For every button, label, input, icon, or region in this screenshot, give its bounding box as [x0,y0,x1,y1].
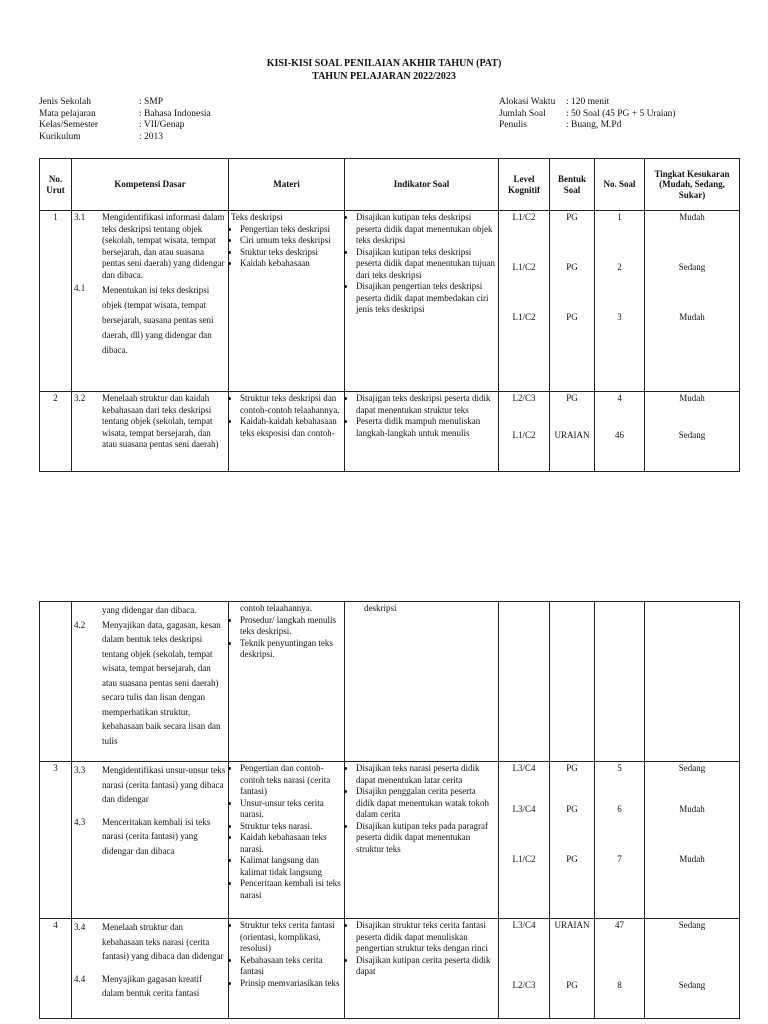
bentuk-value: PG [566,763,578,773]
indikator-continuation: deskripsi [364,603,397,613]
materi-item: • Struktur teks narasi. [240,821,342,833]
level-value: L2/C3 [512,393,536,403]
indikator-cell [345,392,499,472]
materi-item: • Stuktur teks deskripsi [240,247,342,259]
indikator-cell [345,919,499,1019]
nosoal-value: 2 [617,262,622,272]
materi-continuation: contoh telaahannya. [240,603,312,613]
table-row [40,919,740,1019]
tingkat-cell [645,762,740,919]
nosoal-cell [595,602,645,762]
bentuk-value: PG [566,854,578,864]
nosoal-cell [595,762,645,919]
nosoal-value: 6 [617,804,622,814]
meta-value: : 2013 [139,131,164,142]
tingkat-cell [645,392,740,472]
meta-left [39,97,211,143]
indikator-cell [345,602,499,762]
level-value: L3/C4 [512,920,536,930]
kd-text: Menelaah struktur dan kaidah kebahasaan dari teks deskripsi tentang objek (sekolah, tempat wisata, tempat bersejarah, dan atau suasana pentas seni daerah) [102,393,219,449]
document-subtitle: TAHUN PELAJARAN 2022/2023 [312,71,456,82]
materi-item: • Prinsip memvariasikan teks [240,978,342,990]
indikator-item: • Disajikn penggalan cerita peserta didik dapat menentukan watak tokoh dalam cerita [356,786,496,821]
meta-value: : 50 Soal (45 PG + 5 Uraian) [566,108,676,119]
level-value: L1/C2 [512,262,536,272]
kd-number: 4.2 [74,619,86,630]
kd-number: 4.4 [74,973,86,984]
kd-text: Mengidentifikasi informasi dalam teks deskripsi tentang objek (sekolah, tempat wisata, tempat bersejarah, dan atau suasana pentas seni daerah) yang didengar dan dibaca. [102,212,225,280]
bentuk-cell [550,602,595,762]
bentuk-value: PG [566,393,578,403]
tingkat-value: Mudah [679,212,705,222]
kd-number: 3.3 [74,765,86,775]
kd-number: 4.1 [74,283,86,293]
level-value: L1/C2 [512,854,536,864]
kd-cell [72,602,229,762]
indikator-item: • Disajikan pengertian teks deskripsi peserta didik dapat membedakan ciri jenis teks deskripsi [356,281,496,316]
document-title: KISI-KISI SOAL PENILAIAN AKHIR TAHUN (PAT) [266,58,502,69]
tingkat-value: Mudah [679,804,705,814]
nosoal-value: 47 [615,920,624,930]
indikator-item: • Disajikan struktur teks cerita fantasi peserta didik dapat menuliskan pengertian struktur teks dengan rinci [356,920,496,955]
table-row [40,392,740,472]
header-no-soal: No. Soal [595,159,645,211]
header-tingkat-kesukaran: Tingkat Kesukaran (Mudah, Sedang, Sukar) [645,159,740,211]
bentuk-value: PG [566,804,578,814]
kd-cell [72,919,229,1019]
level-cell [499,392,550,472]
materi-item: • Kaidah-kaidah kebahasaan teks eksposisi dan contoh- [240,416,342,439]
nosoal-value: 1 [617,212,622,222]
level-value: L3/C4 [512,804,536,814]
materi-item: • Struktur teks cerita fantasi (orientasi, komplikasi, resolusi) [240,920,342,955]
indikator-cell [345,211,499,392]
kd-number: 3.1 [74,212,86,222]
tingkat-value: Sedang [678,262,706,272]
level-value: L1/C2 [512,212,536,222]
materi-cell [229,602,345,762]
meta-label: Mata pelajaran [39,108,96,119]
materi-cell [229,762,345,919]
meta-label: Alokasi Waktu [499,97,556,107]
kd-text: Menceritakan kembali isi teks narasi (cerita fantasi) yang didengar dan dibaca [102,816,211,856]
kd-number: 3.2 [74,393,86,403]
header-level-kognitif: Level Kognitif [499,159,550,211]
row-number: 4 [40,919,72,1019]
meta-label: Kurikulum [39,131,81,142]
materi-heading: Teks deskripsi [231,212,283,222]
bentuk-cell [550,211,595,392]
materi-item: • Teknik penyuntingan teks deskripsi. [240,638,342,661]
tingkat-value: Mudah [679,393,705,403]
materi-item: • Pengertian teks deskripsi [240,224,342,236]
row-number: 3 [40,762,72,919]
tingkat-value: Mudah [679,312,705,322]
tingkat-value: Sedang [678,430,706,440]
indikator-item: • Disajikan teks narasi peserta didik dapat menentukan latar cerita [356,763,496,786]
meta-label: Jenis Sekolah [39,97,91,107]
indikator-item: • Peserta didik mampuh menuliskan langkah-langkah untuk menulis [356,416,496,439]
materi-item: • Kalimat langsung dan kalimat tidak langsung [240,855,342,878]
kd-number: 3.4 [74,922,86,932]
materi-item: • Ciri umum teks deskripsi [240,235,342,247]
materi-item: • Penceritaan kembali isi teks narasi [240,878,342,901]
kd-text: Menentukan isi teks deskripsi objek (tempat wisata, tempat bersejarah, suasana pentas seni daerah, dll) yang didengar dan dibaca. [102,285,214,355]
nosoal-value: 8 [617,980,622,990]
level-cell [499,762,550,919]
row-number: 1 [40,211,72,392]
materi-item: • Kebahasaan teks cerita fantasi [240,955,342,978]
meta-label: Jumlah Soal [499,108,546,119]
bentuk-cell [550,762,595,919]
level-cell [499,211,550,392]
meta-label: Penulis [499,120,527,130]
bentuk-value: PG [566,212,578,222]
table-row [40,211,740,392]
nosoal-cell [595,211,645,392]
header-indikator-soal: Indikator Soal [345,159,499,211]
meta-value: : Bahasa Indonesia [139,108,211,119]
kd-cell [72,762,229,919]
meta-value: : SMP [139,97,164,107]
tingkat-value: Sedang [678,920,706,930]
materi-item: • Struktur teks deskripsi dan contoh-contoh telaahannya. [240,393,342,416]
indikator-item: • Disajikan kutipan teks pada paragraf peserta didik dapat menentukan struktur teks [356,821,496,856]
indikator-cell [345,762,499,919]
kd-text: Menyajikan gagasan kreatif dalam bentuk cerita fantasi [102,973,202,998]
meta-value: : Buang, M.Pd [566,120,622,130]
bentuk-cell [550,919,595,1019]
table-header-row [40,159,740,211]
nosoal-cell [595,919,645,1019]
level-value: L2/C3 [512,980,536,990]
tingkat-cell [645,602,740,762]
tingkat-cell [645,919,740,1019]
tingkat-value: Mudah [679,854,705,864]
tingkat-cell [645,211,740,392]
kisi-table-page-2 [39,601,740,1019]
meta-right [499,97,676,132]
indikator-item: • Disajikan kutipan teks deskripsi peserta didik dapat menentukan objek teks deskripsi [356,212,496,247]
kd-continuation: yang didengar dan dibaca. [102,605,197,615]
bentuk-cell [550,392,595,472]
nosoal-value: 4 [617,393,622,403]
table-row [40,602,740,762]
row-number: 2 [40,392,72,472]
bentuk-value: PG [566,262,578,272]
level-value: L3/C4 [512,763,536,773]
materi-item: • Pengertian dan contoh-contoh teks narasi (cerita fantasi) [240,763,342,798]
indikator-item: • Disajikan kutipan teks deskripsi peserta didik dapat menentukan tujuan dari teks deskripsi [356,247,496,282]
nosoal-value: 46 [615,430,624,440]
header-materi: Materi [229,159,345,211]
nosoal-value: 5 [617,763,622,773]
meta-value: : VII/Genap [139,120,185,130]
level-cell [499,602,550,762]
indikator-item: • Disajigan teks deskripsi peserta didik dapat menentukan struktur teks [356,393,496,416]
materi-cell [229,211,345,392]
meta-label: Kelas/Semester [39,120,99,130]
tingkat-value: Sedang [678,763,706,773]
level-value: L1/C2 [512,430,536,440]
kd-cell [72,392,229,472]
bentuk-value: PG [566,312,578,322]
materi-item: • Kaidah kebahasaan [240,258,342,270]
meta-value: : 120 menit [566,97,610,107]
bentuk-value: URAIAN [554,430,590,440]
row-number [40,602,72,762]
kisi-table-page-1 [39,158,740,472]
kd-text: Menelaah struktur dan kebahasaan teks narasi (cerita fantasi) yang dibaca dan didengar [102,922,224,961]
nosoal-value: 7 [617,854,622,864]
level-value: L1/C2 [512,312,536,322]
nosoal-value: 3 [617,312,622,322]
kd-text: Menyajikan data, gagasan, kesan dalam bentuk teks deskripsi tentang objek (sekolah, tempat wisata, tempat bersejarah, dan atau suasana pentas seni daerah) secara tulis dan lisan dengan memperhatikan struktur, kebahasaan baik secara lisan dan tulis [102,619,221,746]
header-bentuk-soal: Bentuk Soal [550,159,595,211]
table-row [40,762,740,919]
tingkat-value: Sedang [678,980,706,990]
materi-item: • Prosedur/ langkah menulis teks deskripsi. [240,615,342,638]
kd-cell [72,211,229,392]
header-no-urut: No. Urut [40,159,72,211]
indikator-item: • Disajikan kutipan cerita peserta didik dapat [356,955,496,978]
materi-cell [229,919,345,1019]
kd-text: Mengidentifikasi unsur-unsur teks narasi (cerita fantasi) yang dibaca dan didengar [102,765,226,804]
level-cell [499,919,550,1019]
nosoal-cell [595,392,645,472]
bentuk-value: URAIAN [554,920,590,930]
materi-item: • Unsur-unsur teks cerita narasi. [240,798,342,821]
materi-item: • Kaidah kebahasaan teks narasi. [240,832,342,855]
kd-number: 4.3 [74,816,86,827]
materi-cell [229,392,345,472]
bentuk-value: PG [566,980,578,990]
header-kompetensi-dasar: Kompetensi Dasar [72,159,229,211]
